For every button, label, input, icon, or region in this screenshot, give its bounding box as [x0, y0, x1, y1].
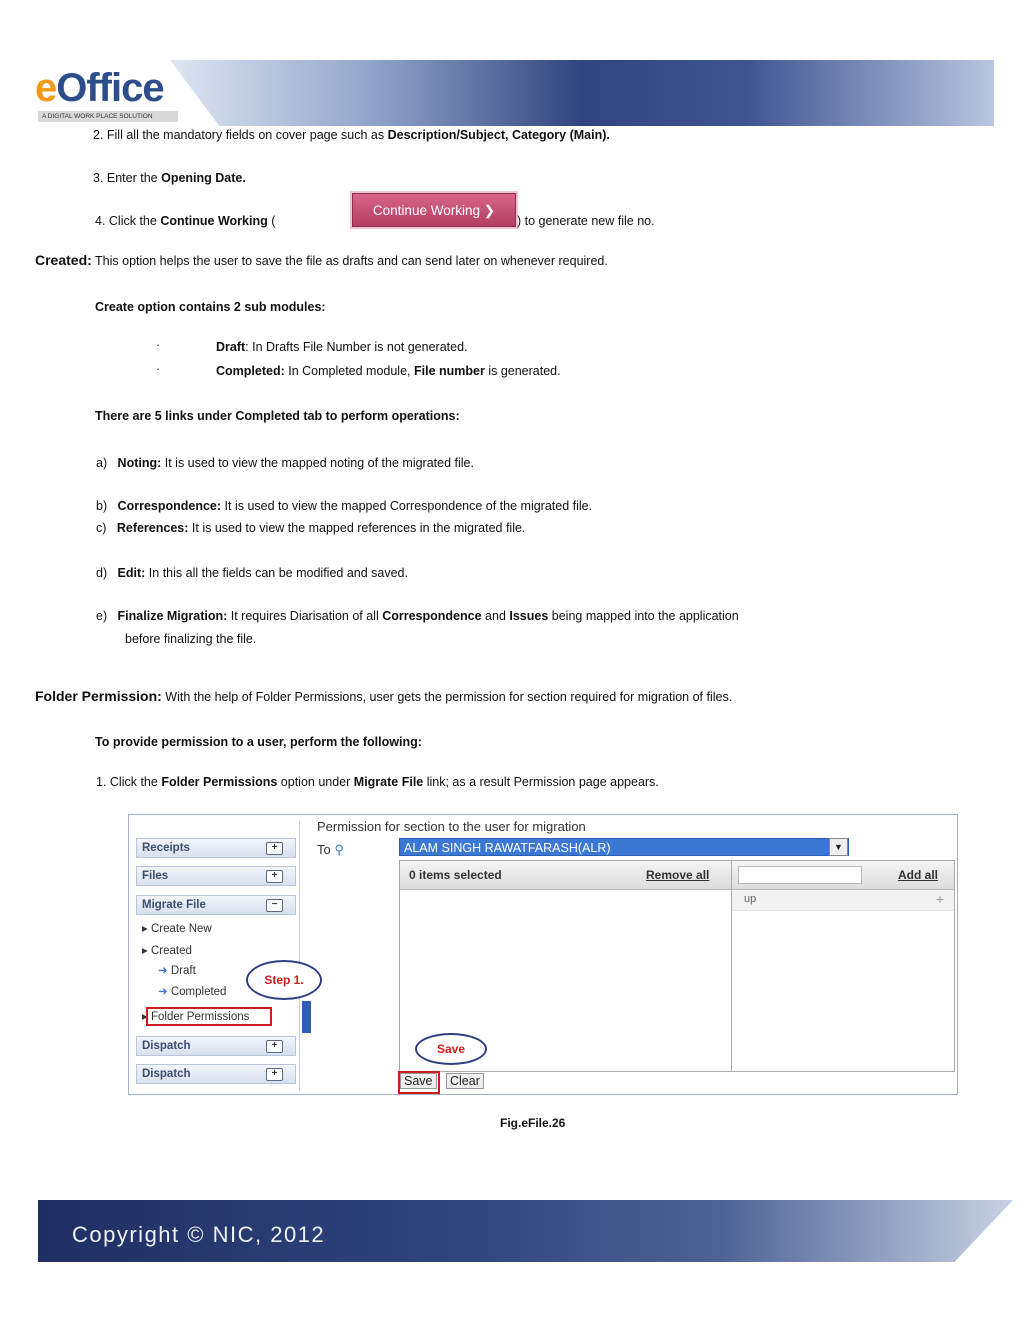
step-4-suffix: ) to generate new file no. [517, 214, 655, 228]
links-heading: There are 5 links under Completed tab to perform operations: [95, 409, 460, 423]
search-icon[interactable]: ⚲ [334, 842, 344, 857]
link-c: c) References: It is used to view the mapped references in the migrated file. [96, 521, 526, 535]
clear-button[interactable]: Clear [446, 1073, 484, 1089]
link-d: d) Edit: In this all the fields can be modified and saved. [96, 566, 408, 580]
copyright-text: Copyright © NIC, 2012 [72, 1222, 326, 1247]
folder-sub-heading: To provide permission to a user, perform the following: [95, 735, 422, 749]
plus-icon[interactable]: + [266, 842, 283, 855]
chevron-right-icon: ❯ [483, 203, 496, 218]
save-highlight-box [398, 1071, 440, 1094]
triangle-right-icon: ▸ [142, 945, 148, 957]
logo-tagline: A DIGITAL WORK PLACE SOLUTION [38, 111, 178, 122]
menu-files[interactable]: Files + [136, 866, 296, 886]
figure-sidebar [132, 821, 300, 1091]
eoffice-logo: eOffice [35, 66, 164, 110]
completed-item: Completed: In Completed module, File number is generated. [216, 364, 561, 378]
link-b: b) Correspondence: It is used to view the mapped Correspondence of the migrated file. [96, 499, 593, 513]
available-items-box [731, 860, 955, 1072]
arrow-icon: ➜ [158, 986, 168, 998]
create-sub-heading: Create option contains 2 sub modules: [95, 300, 326, 314]
menu-draft[interactable]: ➜ Draft [158, 965, 196, 977]
panel-title: Permission for section to the user for migration [317, 819, 586, 834]
draft-item: Draft: In Drafts File Number is not generated. [216, 340, 468, 354]
created-paragraph: Created: This option helps the user to save the file as drafts and can send later on whenever required. [35, 252, 608, 268]
menu-migrate-file[interactable]: Migrate File − [136, 895, 296, 915]
folder-permission-paragraph: Folder Permission: With the help of Folder Permissions, user gets the permission for section required for migration of files. [35, 688, 733, 704]
save-button[interactable]: Save [400, 1073, 437, 1089]
link-e: e) Finalize Migration: It requires Diarisation of all Correspondence and Issues being mapped into the application [96, 609, 739, 623]
folder-step-1: 1. Click the Folder Permissions option under Migrate File link; as a result Permission page appears. [96, 775, 659, 789]
menu-completed[interactable]: ➜ Completed [158, 986, 227, 998]
list-item[interactable]: up + [732, 890, 954, 911]
menu-receipts[interactable]: Receipts + [136, 838, 296, 858]
menu-folder-permissions[interactable]: ▸ Folder Permissions [142, 1011, 250, 1023]
menu-dispatch[interactable]: Dispatch + [136, 1036, 296, 1056]
chevron-down-icon[interactable]: ▼ [829, 838, 848, 856]
highlight-box [146, 1007, 272, 1026]
plus-icon[interactable]: + [266, 870, 283, 883]
minus-icon[interactable]: − [266, 899, 283, 912]
user-select[interactable]: ALAM SINGH RAWATFARASH(ALR) [399, 838, 849, 856]
filter-input[interactable] [738, 866, 862, 884]
menu-create-new[interactable]: ▸ Create New [142, 923, 212, 935]
step-4: 4. Click the Continue Working ( [95, 214, 276, 228]
remove-all-link[interactable]: Remove all [646, 868, 710, 882]
arrow-icon: ➜ [158, 965, 168, 977]
triangle-right-icon: ▸ [142, 1011, 148, 1023]
continue-working-button[interactable]: Continue Working ❯ [352, 193, 516, 227]
add-all-link[interactable]: Add all [898, 868, 939, 882]
items-selected-count: 0 items selected [409, 868, 502, 882]
bullet: · [156, 338, 161, 352]
to-label: To ⚲ [317, 842, 344, 857]
plus-icon[interactable]: + [935, 891, 944, 907]
collapse-handle[interactable] [302, 1001, 311, 1033]
bullet: · [156, 362, 161, 376]
link-a: a) Noting: It is used to view the mapped noting of the migrated file. [96, 456, 474, 470]
permission-screenshot-figure [128, 814, 958, 1095]
menu-dispatch-2[interactable]: Dispatch + [136, 1064, 296, 1084]
triangle-right-icon: ▸ [142, 923, 148, 935]
step-1-callout: Step 1. [246, 960, 322, 1000]
header-banner [170, 60, 994, 126]
menu-created[interactable]: ▸ Created [142, 945, 192, 957]
step-2: 2. Fill all the mandatory fields on cover page such as Description/Subject, Category (Main). [93, 128, 610, 142]
link-e-line2: before finalizing the file. [125, 632, 257, 646]
figure-caption: Fig.eFile.26 [500, 1116, 566, 1130]
plus-icon[interactable]: + [266, 1068, 283, 1081]
step-3: 3. Enter the Opening Date. [93, 171, 246, 185]
plus-icon[interactable]: + [266, 1040, 283, 1053]
save-callout: Save [415, 1033, 487, 1065]
